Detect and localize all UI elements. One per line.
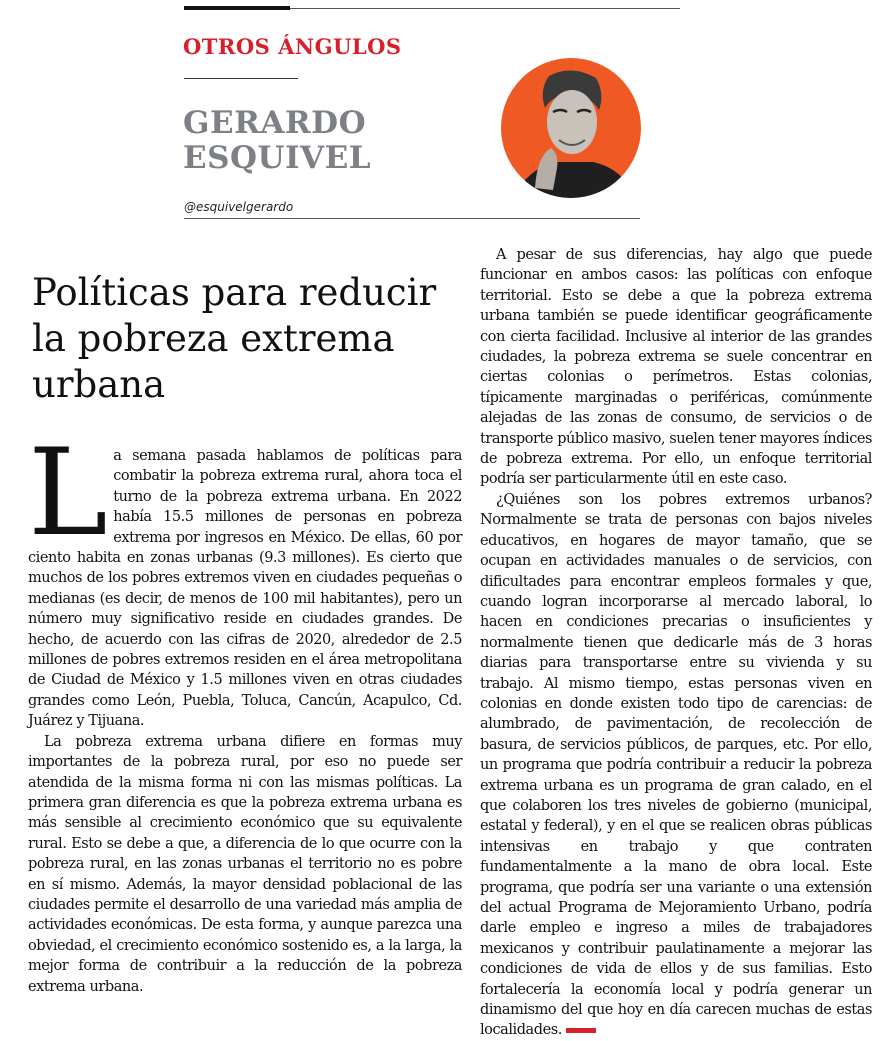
paragraph-3: A pesar de sus diferencias, hay algo que puede funcionar en ambos casos: las políticas con enfoque territorial. Esto se debe a que la pobreza extrema urbana también se puede identificar geográficamente con cierta facilidad. Inclusive al interior de las grandes ciudades, la pobreza extrema se suele concentrar en ciertas colonias o perímetros. Estas colonias, típicamente marginadas o periféricas, comúnmente alejadas de las zonas de consumo, de servicios o de transporte público masivo, suelen tener mayores índices de pobreza extrema. Por ello, un enfoque territorial podría ser particularmente útil en este caso. [480,247,872,488]
paragraph-4 [480,490,872,1041]
article-headline: Políticas para reducir la pobreza extrema urbana [32,271,437,406]
section-divider [184,78,298,79]
article-column-right [480,245,872,1041]
end-mark [566,1028,596,1033]
drop-cap: L [28,424,108,563]
top-rule-accent [184,6,290,10]
paragraph-4-text: ¿Quiénes son los pobres extremos urbanos? Normalmente se trata de personas con bajos niveles educativos, en hogares de mayor tamaño, que se ocupan en actividades manuales o de servicios, con dificultades para encontrar empleos formales y que, cuando logran incorporarse al mercado laboral, lo hacen en condiciones precarias o insuficientes y normalmente tienen que dedicarle más de 3 horas diarias para transportarse entre su vivienda y su trabajo. Al mismo tiempo, estas personas viven en colonias en donde existen todo tipo de carencias: de alumbrado, de pavimentación, de recolección de basura, de servicios públicos, de parques, etc. Por ello, un programa que podría contribuir a reducir la pobreza extrema urbana es un programa de gran calado, en el que colaboren los tres niveles de gobierno (municipal, estatal y federal), y en el que se realicen obras públicas intensivas en trabajo y que contraten fundamentalmente a la mano de obra local. Este programa, que podría ser una variante o una extensión del actual Programa de Mejoramiento Urbano, podría darle empleo e ingreso a miles de trabajadores mexicanos y contribuir paulatinamente a mejorar las condiciones de vida de ellos y de sus familias. Esto fortalecería la economía local y podría generar un dinamismo del que hoy en día carecen muchas de estas localidades. [480,491,872,1039]
author-last-name: ESQUIVEL [183,140,372,176]
header-divider [184,218,640,219]
paragraph-1 [28,424,462,732]
paragraph-1-text: a semana pasada hablamos de políticas para combatir la pobreza extrema rural, ahora toca el turno de la pobreza extrema urbana. En 2022 había 15.5 millones de personas en pobreza extrema por ingresos en México. De ellas, 60 por ciento habita en zonas urbanas (9.3 millones). Es cierto que muchos de los pobres extremos viven en ciudades pequeñas o medianas (es decir, de menos de 100 mil habitantes), pero un número muy significativo reside en ciudades grandes. De hecho, de acuerdo con las cifras de 2020, alrededor de 2.5 millones de pobres extremos residen en el área metropolitana de Ciudad de México y 1.5 millones viven en otras ciudades grandes como León, Puebla, Toluca, Cancún, Acapulco, Cd. Juárez y Tijuana. [28,448,462,730]
author-name [183,106,483,176]
article-column-left [28,424,462,997]
author-portrait-icon [501,58,641,198]
author-first-name: GERARDO [183,105,367,141]
paragraph-2: La pobreza extrema urbana difiere en formas muy importantes de la pobreza rural, por eso no puede ser atendida de la misma forma ni con las mismas políticas. La primera gran diferencia es que la pobreza extrema urbana es más sensible al crecimiento económico que su equivalente rural. Esto se debe a que, a diferencia de lo que ocurre con la pobreza rural, en las zonas urbanas el territorio no es pobre en sí mismo. Además, la mayor densidad poblacional de las ciudades permite el desarrollo de una variedad más amplia de actividades económicas. De esta forma, y aunque parezca una obviedad, el crecimiento económico sostenido es, a la larga, la mejor forma de contribuir a la reducción de la pobreza extrema urbana. [28,733,462,995]
section-label: OTROS ÁNGULOS [183,34,402,59]
author-handle[interactable]: @esquivelgerardo [184,200,294,214]
